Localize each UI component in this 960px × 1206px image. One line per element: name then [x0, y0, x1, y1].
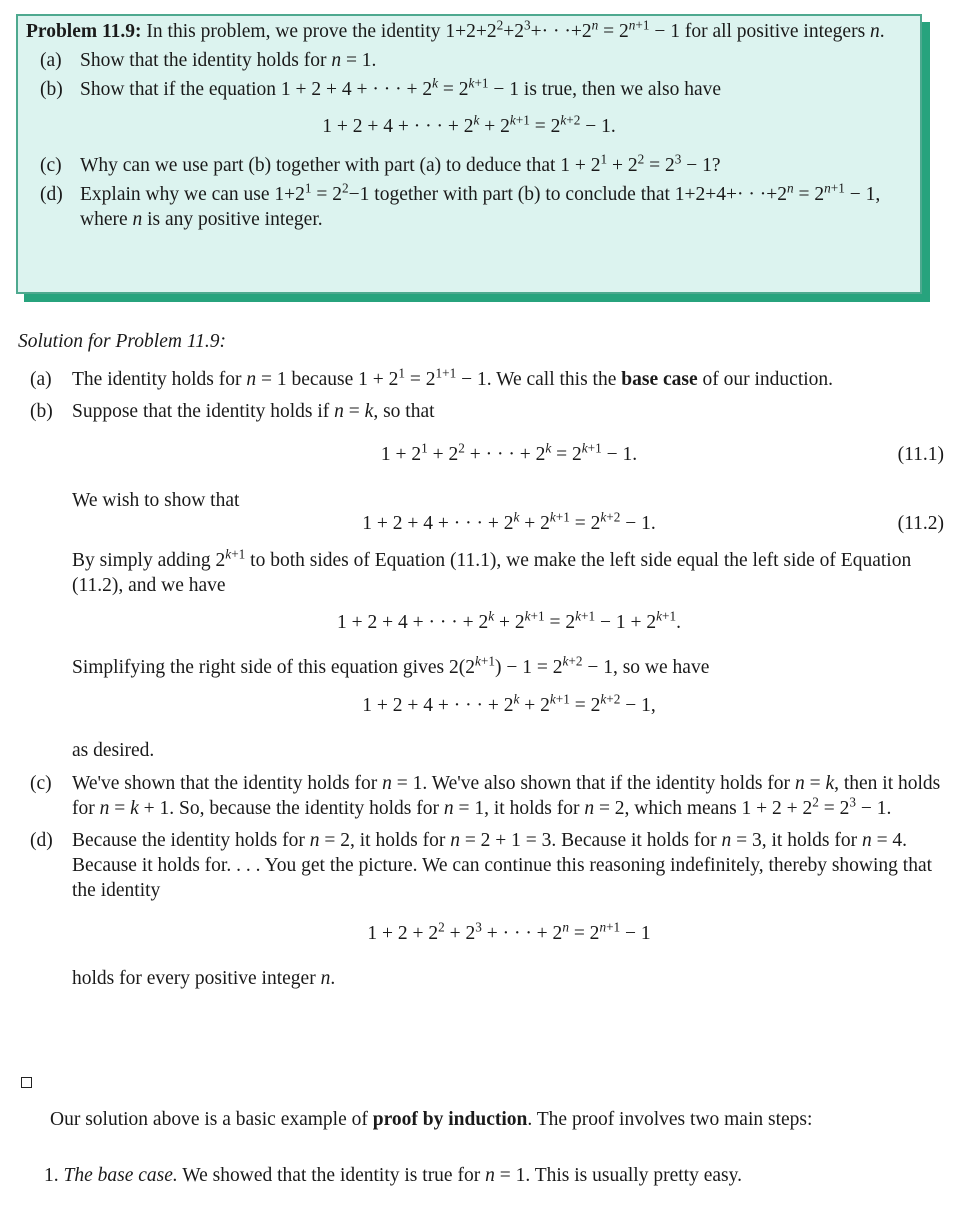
solution-part-a: [30, 365, 946, 393]
part-text: as desired.: [72, 739, 155, 761]
problem-part-d: [26, 180, 912, 233]
problem-box: [16, 14, 922, 294]
part-text: We've shown that the identity holds for n = 1. We've also shown that if the identity holds for n = k, then it holds for n = k + 1. So, because the identity holds for n = 1, it holds for n = 2, which means $1 + 2 + 2^2 = 2^3 - 1$.: [72, 772, 941, 819]
list-item-text: We showed that the identity is true for n = 1. This is usually pretty easy.: [177, 1165, 742, 1186]
part-text: Because the identity holds for n = 2, it holds for n = 2 + 1 = 3. Because it holds for n = 3, it holds for n = 4. Because it holds for. . . . You get the picture. We can continue this reasoning indefinitely, thereby showing that the identity: [72, 830, 933, 902]
part-text: The identity holds for n = 1 because $1 + 2^1 = 2^{1+1} - 1$. We call this the base case of our induction.: [72, 365, 834, 390]
part-text: Simplifying the right side of this equation gives $2(2^{k+1}) - 1 = 2^{k+2} - 1$, so we have: [72, 653, 710, 678]
equation-number: (11.2): [897, 512, 944, 534]
display-equation: $1 + 2 + 2^2 + 2^3$ + · · · + $2^n = 2^{n+1} - 1$: [367, 920, 651, 945]
part-label: (a): [30, 369, 52, 390]
part-text: Show that if the equation 1 + 2 + 4 + · · · + $2^k = 2^{k+1} - 1$ is true, then we also have: [80, 75, 722, 100]
solution-part-d: [30, 829, 946, 992]
part-label: (d): [40, 183, 63, 205]
solution-part-b: [30, 400, 946, 764]
list-item-title: The base case.: [63, 1165, 178, 1186]
part-label: (c): [30, 772, 52, 794]
list-item: [44, 1164, 742, 1189]
part-text: holds for every positive integer n.: [72, 968, 336, 990]
part-label: (b): [30, 400, 53, 422]
part-text: Explain why we can use $1+2^1 = 2^2-1$ together with part (b) to conclude that $1+2+4+\cdot \cdot \cdot+2^n = 2^{n+1} - 1$, where n is any positive integer.: [80, 180, 881, 230]
problem-statement: [26, 17, 912, 45]
part-label: (a): [40, 49, 62, 71]
solution-part-c: [30, 772, 946, 822]
solution-body: [30, 365, 946, 992]
equation-11-1: $1 + 2^1 + 2^2$ + · · · + $2^k = 2^{k+1} - 1$. (11.1): [72, 443, 946, 469]
part-text: Show that the identity holds for n = 1.: [80, 49, 377, 71]
solution-heading: Solution for Problem 11.9:: [18, 331, 226, 352]
key-term: proof by induction: [372, 1109, 528, 1130]
qed-square: [21, 1077, 32, 1088]
part-text: Why can we use part (b) together with part (a) to deduce that $1 + 2^1 + 2^2 = 2^3 - 1$?: [80, 151, 721, 176]
part-text: Suppose that the identity holds if n = k, so that: [72, 400, 435, 422]
part-text: We wish to show that: [72, 489, 240, 511]
closing-paragraph: Our solution above is a basic example of proof by induction. The proof involves two main steps:: [50, 1109, 813, 1130]
equation-number: (11.1): [897, 443, 944, 465]
part-label: (c): [40, 154, 62, 176]
part-label: (d): [30, 830, 53, 852]
list-number: 1.: [44, 1165, 59, 1186]
problem-title: Problem 11.9:: [26, 21, 142, 42]
display-equation: 1 + 2 + 4 + · · · + $2^k + 2^{k+1} = 2^{k+1} - 1 + 2^{k+1}$.: [337, 608, 681, 633]
display-equation: 1 + 2 + 4 + · · · + $2^k + 2^{k+1} = 2^{k+2} - 1$,: [362, 691, 656, 716]
part-label: (b): [40, 78, 63, 100]
problem-display-equation: 1 + 2 + 4 + · · · + $2^k + 2^{k+1} = 2^{k+2} - 1$.: [322, 112, 616, 137]
problem-part-c: [26, 151, 912, 179]
problem-part-b: [26, 75, 912, 103]
problem-intro: In this problem, we prove the identity $1+2+2^2+2^3+\cdot \cdot \cdot+2^n = 2^{n+1} - 1$ for all positive integers n.: [141, 17, 885, 42]
part-text: By simply adding $2^{k+1}$ to both sides of Equation (11.1), we make the left side equal the left side of Equation (11.2), and we have: [72, 546, 912, 596]
problem-part-a: [26, 49, 912, 74]
equation-11-2: 1 + 2 + 4 + · · · + $2^k + 2^{k+1} = 2^{k+2} - 1$. (11.2): [72, 512, 946, 538]
